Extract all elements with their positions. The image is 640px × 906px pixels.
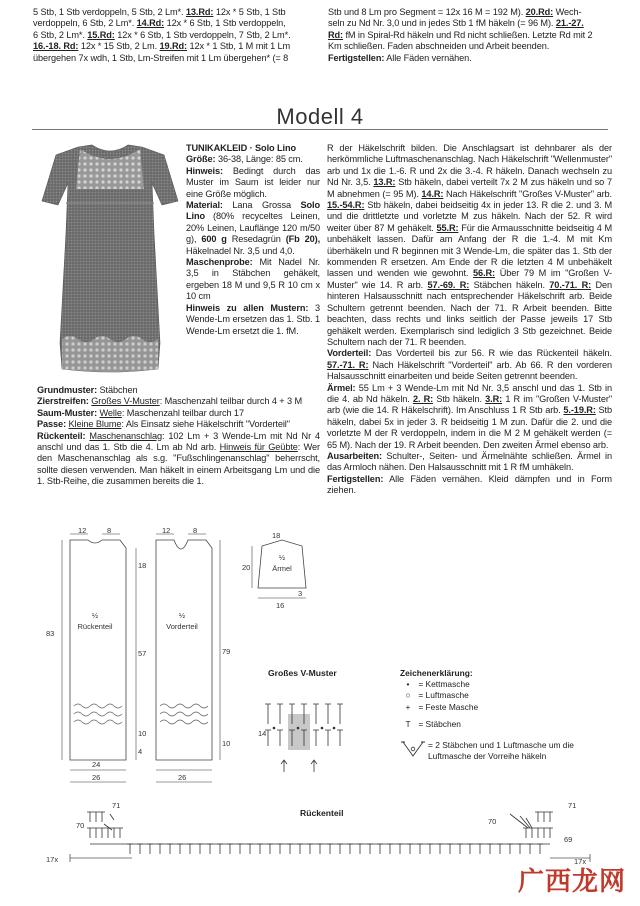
front-half-label: ½ [178,611,186,620]
dim-4a: 4 [138,747,143,756]
dim-12b: 12 [162,528,171,535]
dim-12a: 12 [78,528,87,535]
dress-photo [40,143,180,376]
top-right-text: Stb und 8 Lm pro Segment = 12x 16 M = 192 M). 20.Rd: Wech- seln zu Nd Nr. 3,0 und in jedes Stb 1 fM häkeln (= 96 M). 21.-27. Rd: fM in Spiral-Rd häkeln und Rd nicht schließen. Letzte Rd mit 2 Km schließen. Faden abschneiden und Arbeit beenden. Fertigstellen: Alle Fäden vernähen. [328,7,593,63]
dim-10a: 10 [138,729,147,738]
repeat-left: 17x [46,855,59,864]
back-piece-label: Rückenteil [77,622,113,631]
sleeve-half-label: ½ [278,553,286,562]
repeat-right: 17x [574,857,587,866]
pattern-instructions: Grundmuster: Stäbchen Zierstreifen: Großes V-Muster: Maschenzahl teilbar durch 4 + 3 M Saum-Muster: Welle: Maschenzahl teilbar durch 17 Passe: Kleine Blume: Als Einsatz siehe Häkelschrift "Vorderteil" Rückenteil: Maschenanschlag: 102 Lm + 3 Wende-Lm mit Nd Nr 4 anschl und das 1. Stb die 4. Lm ab Nd arb. Hinweis für Geübte: Wer den Maschenanschlag als s.g. "Fußschlingenanschlag" beherrscht, sollte diesen verwenden. Man häkelt in einem Arbeitsgang Lm und die 1. Stb-Reihe, die zusammen bereits die 1. [37,385,321,487]
sleeve-label: Ärmel [272,564,292,573]
dim-24: 24 [92,760,101,769]
model-info: TUNIKAKLEID · Solo Lino Größe: 36-38, Länge: 85 cm. Hinweis: Bedingt durch das Muster im Saum ist leider nur eine Größe möglich. Material: Lana Grossa Solo Lino (80% recyceltes Leinen, 20% Leinen, Lauflänge 120 m/50 g), 600 g Resedagrün (Fb 20), Häkelnadel Nr. 3,5 und 4,0. Maschenprobe: Mit Nadel Nr. 3,5 in Stäbchen gehäkelt, ergeben 18 M und 9,5 R 10 cm x 10 cm Hinweis zu allen Mustern: 3 Wende-Lm ersetzen das 1. Stb. 1 Wende-Lm ersetzt die 1. fM. [186,143,321,336]
back-half-label: ½ [91,611,99,620]
row-69-right: 69 [564,835,573,844]
right-instructions: R der Häkelschrift bilden. Die Anschlagsart ist dehnbarer als der herkömmliche Luftmaschenanschlag. Nach Häkelschrift "Wellenmuster" arb und 1x die 1.-6. R und 2x die 3.-4. R häkeln. Danach wechseln zu Nd Nr. 3,5. 13.R: Stb häkeln, dabei verteilt 7x 2 M zus häkeln und so 7 M abnehmen (= 95 M). 14.R: Nach Häkelschrift "Großes V-Muster" arb. 15.-54.R: Stb häkeln, dabei beidseitig 4x in jeder 13. R die 2. und 3. M und die drittletzte und vorletzte M zus häkeln. Nach der 52. R wird weiter über 87 M gehäkelt. 55.R: Für die Armausschnitte beidseitig 4 M unbehäkelt lassen. Dafür am Anfang der R die 1.-4. M mit Km überhäkeln und R beginnen mit 3 Wende-Lm, die später das 1. Stb der kommenden R ersetzen. Am Ende der R die letzten 4 M unbehäkelt lassen und wenden wie gewohnt. 56.R: Über 79 M im "Großen V-Muster" wie 14. R arb. 57.-69. R: Stäbchen häkeln. 70.-71. R: Den hinteren Halsausschnitt nach entsprechender Häkelschrift arb. Beide Schultern getrennt beenden. Nach der 71. R Arbeit beenden. Bitte beachten, dass rechts und links seitlich der Passe jeweils 17 Stb gehäkelt werden. Exemplarisch sind lediglich 3 Stb gezeichnet. Beide Schultern nach der 71. R beenden. Vorderteil: Das Vorderteil bis zur 56. R wie das Rückenteil häkeln. 57.-71. R: Nach Häkelschrift "Vorderteil" arb. Ab 66. R den vorderen Halsausschnitt einarbeiten und beide Seiten getrennt beenden. Ärmel: 55 Lm + 3 Wende-Lm mit Nd Nr. 3,5 anschl und das 1. Stb in die 4. ab Nd häkeln. 2. R: Stb häkeln. 3.R: 1 R im "Großen V-Muster" arb (wie die 14. R Häkelschrift). Im Anschluss 1 R Stb arb. 5.-19.R: Stb häkeln, dabei 5x in jeder 3. R beidseitig 1 M zun. Dafür die 2. und die vorletzte M der R verdoppeln, indem in die M 2 M gehäkelt werden (= 65 M). Nach der 19. R Arbeit beenden. Den zweiten Ärmel ebenso arb. Ausarbeiten: Schulter-, Seiten- und Ärmelnähte schließen. Ärmel in das Armloch nähen. Den Halsausschnitt mit 1 R fM umhäkeln. Fertigstellen: Alle Fäden vernähen. Kleid dämpfen und in Form ziehen. [327,143,613,496]
v-pattern-chart [258,684,350,784]
luftmasche-icon: ○ [405,690,411,701]
dim-57: 57 [138,649,147,658]
legend-item-kettmasche: • = Kettmasche [400,679,620,690]
dim-16: 16 [276,601,285,610]
front-piece-label: Vorderteil [166,622,198,631]
v-pattern-title: Großes V-Muster [268,668,337,678]
legend-item-v: = 2 Stäbchen und 1 Luftmasche um die Luftmasche der Vorreihe häkeln [400,740,620,762]
feste-masche-icon: + [405,701,411,712]
row-71-left: 71 [112,801,121,810]
watermark-logo: 广西龙网 [517,867,626,897]
dim-83: 83 [46,629,55,638]
dim-8a: 8 [107,528,112,535]
kettmasche-icon: • [406,679,410,690]
legend-item-feste-masche: + = Feste Masche [400,702,620,713]
back-piece-outline [70,540,126,760]
v-stitch-icon [400,740,426,758]
row-71-right: 71 [568,801,577,810]
dim-18a: 18 [138,561,147,570]
dim-3: 3 [298,589,303,598]
staebchen-icon: T [405,718,411,729]
dim-79: 79 [222,647,231,656]
dim-26b: 26 [178,773,187,782]
back-chart-title: Rückenteil [300,808,344,818]
page-title: Modell 4 [276,104,364,129]
dim-26a: 26 [92,773,101,782]
top-left-text: 5 Stb, 1 Stb verdoppeln, 5 Stb, 2 Lm*. 13.Rd: 12x * 5 Stb, 1 Stb verdoppeln, 6 Stb, 2 Lm*. 14.Rd: 12x * 6 Stb, 1 Stb verdoppeln, 6 Stb, 2 Lm*. 15.Rd: 12x * 6 Stb, 1 Stb verdoppeln, 7 Stb, 2 Lm*. 16.-18. Rd: 12x * 15 Stb, 2 Lm. 19.Rd: 12x * 1 Stb, 1 M mit 1 Lm übergehen 7x wdh, 1 Stb, Lm-Streifen mit 1 Lm übergehen* (= 8 [33,7,291,63]
legend-item-luftmasche: ○ = Luftmasche [400,690,620,701]
legend-item-staebchen: T = Stäbchen [400,719,620,730]
v-row-label: 14 [258,729,267,738]
dim-10b: 10 [222,739,231,748]
dim-8b: 8 [193,528,198,535]
row-70-right: 70 [488,817,497,826]
front-piece-outline [156,540,212,760]
row-70-left: 70 [76,821,85,830]
dim-20: 20 [242,563,251,572]
back-stitch-chart [40,794,600,866]
dim-18b: 18 [272,531,281,540]
legend [400,668,620,762]
legend-title: Zeichenerklärung: [400,668,473,678]
